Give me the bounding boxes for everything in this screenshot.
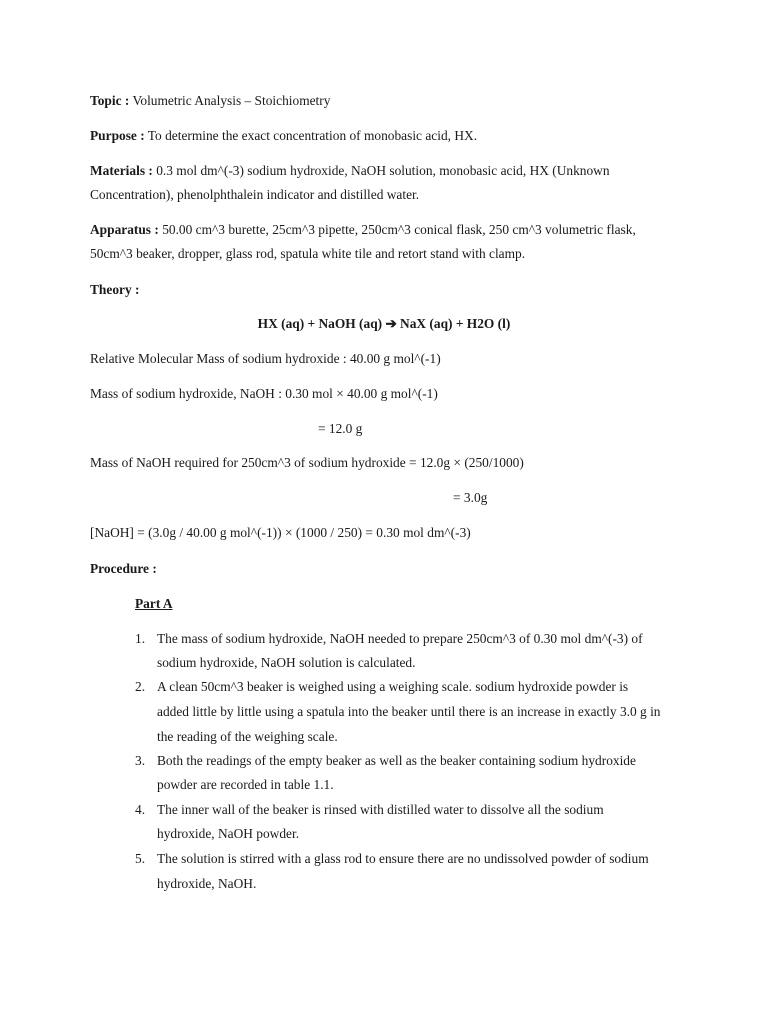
list-item-text: powder are recorded in table 1.1. bbox=[157, 777, 334, 792]
mass-result: = 12.0 g bbox=[318, 421, 363, 436]
apparatus-text-2: 50cm^3 beaker, dropper, glass rod, spatula white tile and retort stand with clamp. bbox=[90, 246, 526, 261]
purpose-label: Purpose : bbox=[90, 128, 145, 143]
mass-line: Mass of sodium hydroxide, NaOH : 0.30 mol × 40.00 g mol^(-1) bbox=[90, 386, 438, 401]
equation-left: HX (aq) + NaOH (aq) bbox=[257, 316, 386, 331]
topic-label: Topic : bbox=[90, 93, 130, 108]
list-item-number: 3. bbox=[135, 753, 146, 768]
theory-label: Theory : bbox=[90, 282, 140, 297]
purpose-line bbox=[90, 128, 477, 144]
list-item-text: hydroxide, NaOH powder. bbox=[157, 826, 300, 841]
list-item-text: The inner wall of the beaker is rinsed with distilled water to dissolve all the sodium bbox=[157, 802, 604, 817]
apparatus-line-1 bbox=[90, 222, 636, 238]
list-item-text: The mass of sodium hydroxide, NaOH needed to prepare 250cm^3 of 0.30 mol dm^(-3) of bbox=[157, 631, 643, 646]
equation-right: NaX (aq) + H2O (l) bbox=[396, 316, 511, 331]
purpose-text: To determine the exact concentration of monobasic acid, HX. bbox=[147, 128, 478, 143]
procedure-label: Procedure : bbox=[90, 561, 157, 576]
list-item-text: The solution is stirred with a glass rod to ensure there are no undissolved powder of sodium bbox=[157, 851, 649, 866]
list-item-text: the reading of the weighing scale. bbox=[157, 729, 338, 744]
apparatus-text-1: 50.00 cm^3 burette, 25cm^3 pipette, 250cm^3 conical flask, 250 cm^3 volumetric flask, bbox=[162, 222, 636, 237]
materials-text-1: 0.3 mol dm^(-3) sodium hydroxide, NaOH solution, monobasic acid, HX (Unknown bbox=[156, 163, 610, 178]
list-item-number: 5. bbox=[135, 851, 146, 866]
part-a-heading: Part A bbox=[135, 596, 173, 611]
rmm-line: Relative Molecular Mass of sodium hydroxide : 40.00 g mol^(-1) bbox=[90, 351, 441, 366]
list-item-number: 4. bbox=[135, 802, 146, 817]
list-item-text: hydroxide, NaOH. bbox=[157, 876, 257, 891]
materials-label: Materials : bbox=[90, 163, 153, 178]
theory-equation bbox=[0, 316, 768, 332]
list-item-text: added little by little using a spatula into the beaker until there is an increase in exactly 3.0 g in bbox=[157, 704, 661, 719]
list-item-text: Both the readings of the empty beaker as well as the beaker containing sodium hydroxide bbox=[157, 753, 636, 768]
mass-required-line: Mass of NaOH required for 250cm^3 of sodium hydroxide = 12.0g × (250/1000) bbox=[90, 455, 524, 470]
topic-text: Volumetric Analysis – Stoichiometry bbox=[132, 93, 331, 108]
list-item-text: A clean 50cm^3 beaker is weighed using a weighing scale. sodium hydroxide powder is bbox=[157, 679, 629, 694]
materials-text-2: Concentration), phenolphthalein indicator and distilled water. bbox=[90, 187, 420, 202]
list-item-number: 2. bbox=[135, 679, 146, 694]
materials-line-1 bbox=[90, 163, 610, 179]
list-item-number: 1. bbox=[135, 631, 146, 646]
arrow-icon: ➔ bbox=[385, 316, 397, 331]
mass-required-result: = 3.0g bbox=[453, 490, 488, 505]
list-item-text: sodium hydroxide, NaOH solution is calculated. bbox=[157, 655, 416, 670]
apparatus-label: Apparatus : bbox=[90, 222, 159, 237]
topic-line bbox=[90, 93, 330, 109]
concentration-line: [NaOH] = (3.0g / 40.00 g mol^(-1)) × (1000 / 250) = 0.30 mol dm^(-3) bbox=[90, 525, 471, 540]
